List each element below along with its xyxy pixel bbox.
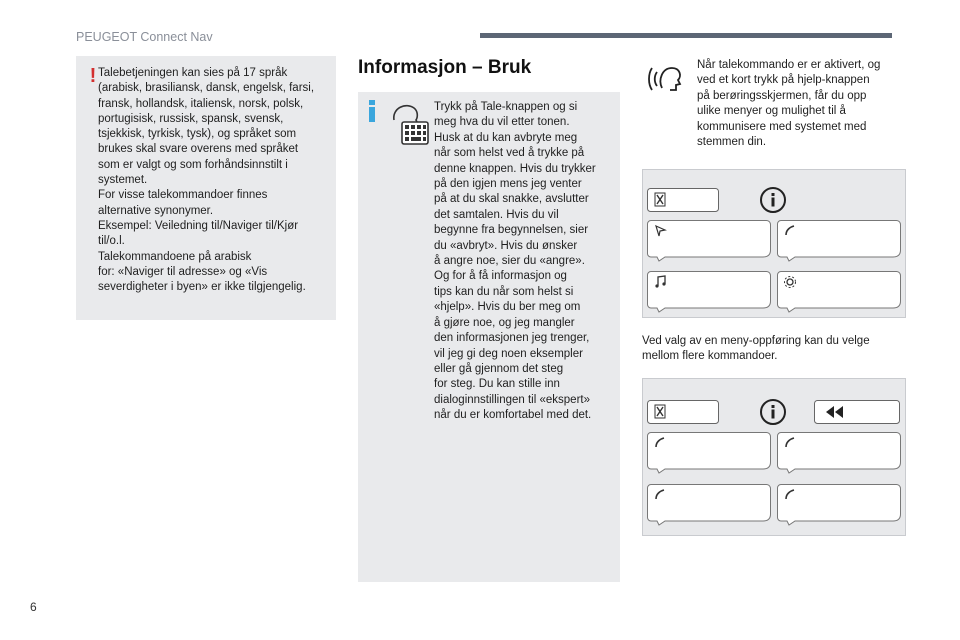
info-note bbox=[358, 92, 620, 582]
close-button[interactable] bbox=[647, 188, 719, 212]
voice-command-icon bbox=[648, 60, 688, 100]
header-title: PEUGEOT Connect Nav bbox=[76, 30, 213, 44]
command-list-screen bbox=[642, 378, 906, 536]
voice-menu-screen bbox=[642, 169, 906, 318]
page-number: 6 bbox=[30, 600, 37, 614]
info-button[interactable] bbox=[759, 186, 787, 214]
settings-command-button[interactable] bbox=[777, 271, 901, 313]
voice-help-text: Når talekommando er er aktivert, og ved et kort trykk på hjelp-knappen på berøringsskjermen, får du opp ulike menyer og mulighet til å kommunisere med systemet med stemmen din. bbox=[697, 59, 881, 149]
menu-selection-text: Ved valg av en meny-oppføring kan du velge mellom flere kommandoer. bbox=[642, 335, 870, 363]
exclamation-icon: ! bbox=[89, 65, 97, 87]
command-button-3[interactable] bbox=[647, 484, 771, 526]
info-text: Trykk på Tale-knappen og si meg hva du vil etter tonen. Husk at du kan avbryte meg når som helst ved å trykke på denne knappen. Hvis du trykker på den igjen mens jeg venter på at du skal snakke, avslutter det samtalen. Hvis du vil begynne fra begynnelsen, sier du «avbryt». Hvis du ønsker å angre noe, sier du «angre». Og for å få informasjon og tips kan du når som helst si «hjelp». Hvis du ber meg om å gjøre noe, og jeg mangler den informasjonen jeg trenger, vil jeg gi deg noen eksempler eller gå gjennom det steg for steg. Du kan stille inn dialoginnstillingen til «ekspert» når du er komfortabel med det. bbox=[434, 101, 596, 422]
music-command-button[interactable] bbox=[647, 271, 771, 313]
command-button-4[interactable] bbox=[777, 484, 901, 526]
warning-text: Talebetjeningen kan sies på 17 språk (arabisk, brasiliansk, dansk, engelsk, farsi, fransk, hollandsk, italiensk, norsk, polsk, portugisisk, russisk, spansk, svensk, tsjekkisk, tyrkisk, tysk), og språket som brukes skal svare overens med språket som er valgt og som forhåndsinnstilt i systemet. For visse talekommandoer finnes alternative synonymer. Eksempel: Veiledning til/Naviger til/Kjør til/o.l. Talekommandoene på arabisk for: «Naviger til adresse» og «Vis severdigheter i byen» er ikke tilgjengelig. bbox=[98, 67, 315, 294]
navigation-command-button[interactable] bbox=[647, 220, 771, 262]
info-icon bbox=[759, 398, 787, 426]
phone-command-button[interactable] bbox=[777, 220, 901, 262]
info-button[interactable] bbox=[759, 398, 787, 426]
voice-keyboard-icon bbox=[388, 100, 432, 148]
close-button[interactable] bbox=[647, 400, 719, 424]
warning-note bbox=[76, 56, 336, 320]
section-title: Informasjon – Bruk bbox=[358, 57, 532, 78]
command-button-2[interactable] bbox=[777, 432, 901, 474]
info-icon bbox=[367, 100, 377, 122]
command-button-1[interactable] bbox=[647, 432, 771, 474]
header-rule bbox=[480, 33, 892, 38]
back-button[interactable] bbox=[814, 400, 900, 424]
info-icon bbox=[759, 186, 787, 214]
